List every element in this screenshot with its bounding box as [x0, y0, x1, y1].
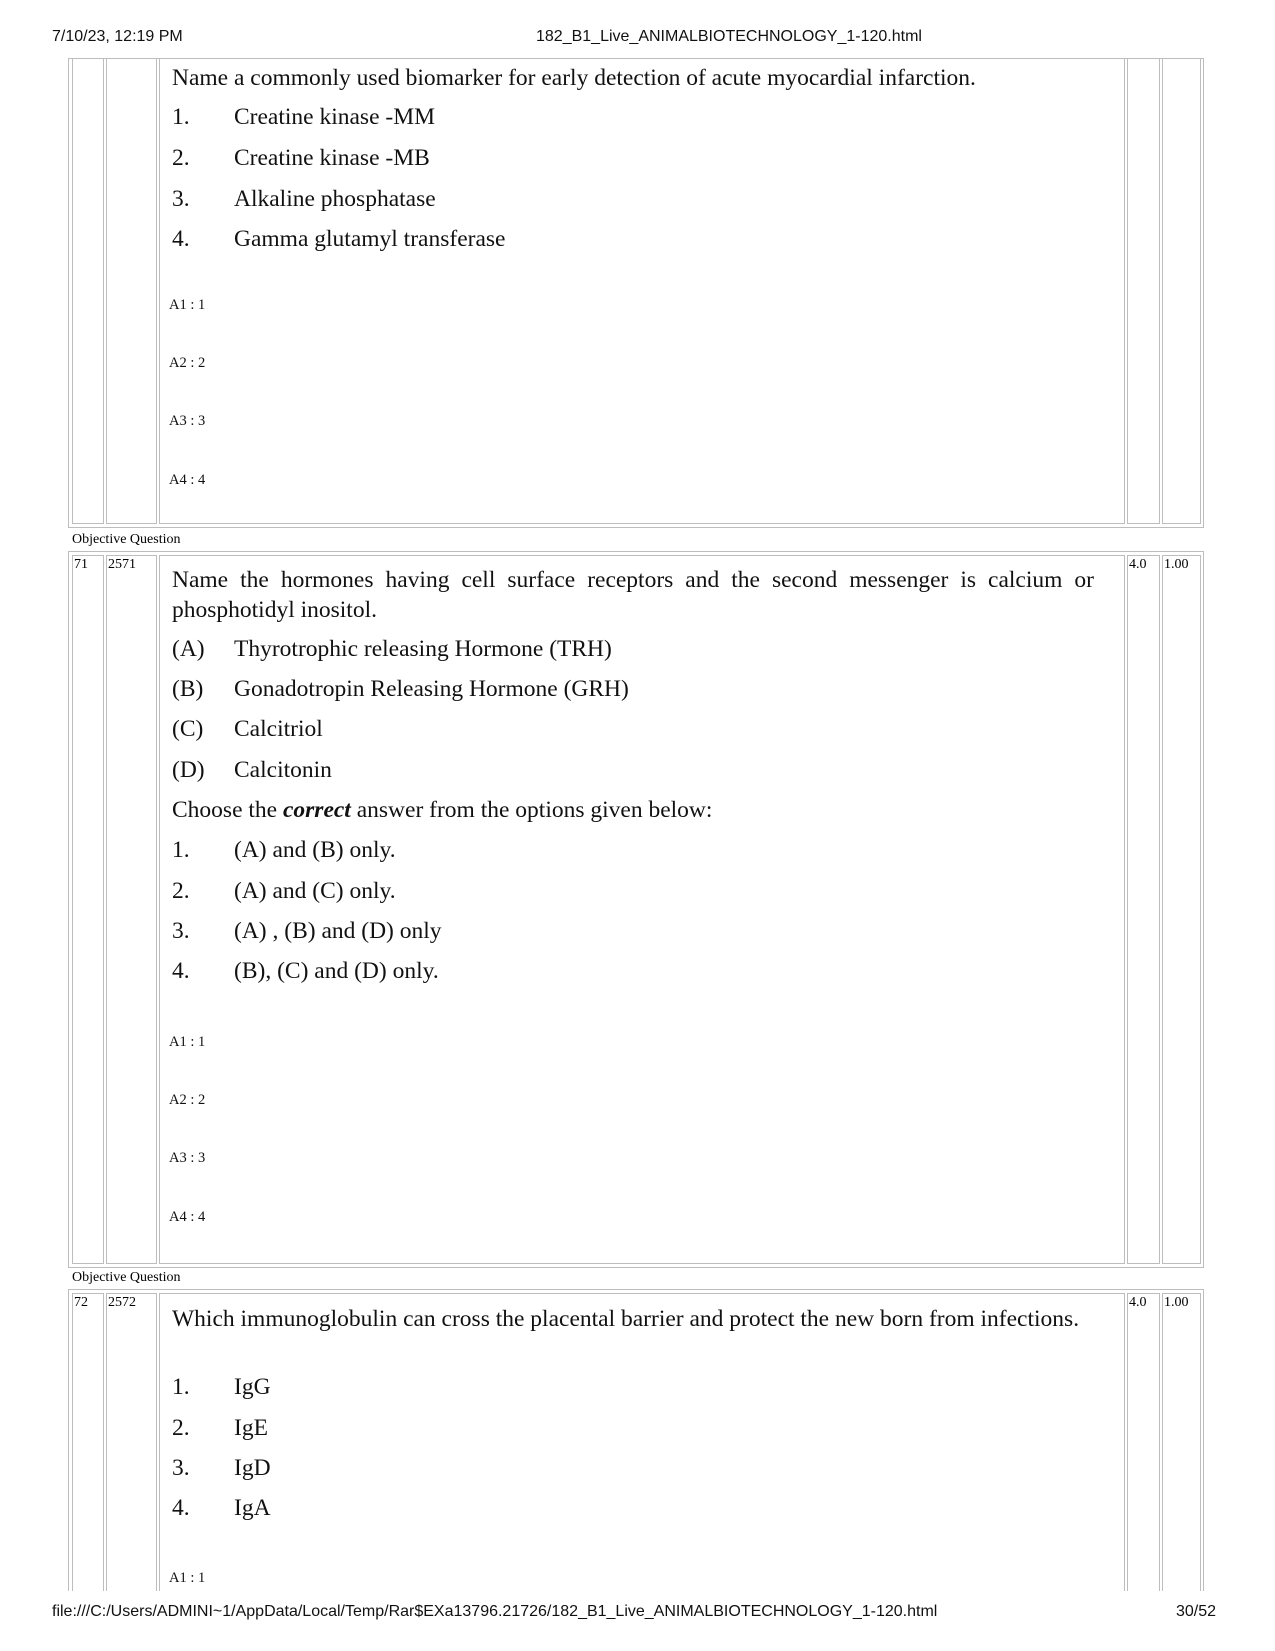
marks-cell: [1127, 555, 1160, 1264]
marks-cell: [1127, 1293, 1160, 1591]
question-71-text: Name the hormones having cell surface receptors and the second messenger is calcium or phosphotidyl inositol.: [172, 567, 1094, 623]
print-datetime: 7/10/23, 12:19 PM: [52, 28, 183, 45]
answer-key: A2 : 2: [169, 355, 206, 371]
question-71-instruction: Choose the correct answer from the options given below:: [172, 797, 713, 823]
sno-cell: [72, 1293, 104, 1591]
print-page-number: 30/52: [1176, 1603, 1217, 1620]
question-70-option: 1. Creatine kinase -MM: [172, 104, 436, 130]
question-71-option: 4. (B), (C) and (D) only.: [172, 958, 439, 984]
question-71-statement: (C) Calcitriol: [172, 716, 323, 742]
qid-cell: [106, 1293, 157, 1591]
question-type-label: Objective Question: [72, 532, 181, 547]
question-72-option: 3. IgD: [172, 1455, 271, 1481]
sno-cell: [72, 58, 104, 524]
question-id: 2571: [108, 557, 136, 572]
answer-key: A3 : 3: [169, 413, 206, 429]
sno-cell: [72, 555, 104, 1264]
marks-cell: [1127, 58, 1160, 524]
answer-key: A2 : 2: [169, 1092, 206, 1108]
question-72-text: Which immunoglobulin can cross the placental barrier and protect the new born from infections.: [172, 1306, 1080, 1332]
question-71-statement: (A) Thyrotrophic releasing Hormone (TRH): [172, 636, 612, 662]
marks-value: 4.0: [1129, 1295, 1147, 1310]
print-file-path: file:///C:/Users/ADMINI~1/AppData/Local/Temp/Rar$EXa13796.21726/182_B1_Live_ANIMALBIOTECHNOLOGY_1-120.html: [52, 1603, 938, 1620]
question-72-option: 1. IgG: [172, 1374, 271, 1400]
question-70-option: 3. Alkaline phosphatase: [172, 186, 436, 212]
negative-marks-cell: [1162, 58, 1201, 524]
negative-marks-value: 1.00: [1164, 1295, 1189, 1310]
question-72-option: 2. IgE: [172, 1415, 268, 1441]
question-cell: [159, 1293, 1125, 1591]
answer-key: A1 : 1: [169, 297, 206, 313]
question-72-option: 4. IgA: [172, 1495, 271, 1521]
negative-marks-value: 1.00: [1164, 557, 1189, 572]
serial-number: 71: [74, 557, 88, 572]
question-71-option: 1. (A) and (B) only.: [172, 837, 396, 863]
question-71-option: 2. (A) and (C) only.: [172, 878, 396, 904]
negative-marks-cell: [1162, 555, 1201, 1264]
question-70-option: 2. Creatine kinase -MB: [172, 145, 430, 171]
question-70-option: 4. Gamma glutamyl transferase: [172, 226, 506, 252]
answer-key: A4 : 4: [169, 1209, 206, 1225]
question-71-statement: (D) Calcitonin: [172, 757, 332, 783]
answer-key: A3 : 3: [169, 1150, 206, 1166]
question-71-statement: (B) Gonadotropin Releasing Hormone (GRH): [172, 676, 629, 702]
print-title: 182_B1_Live_ANIMALBIOTECHNOLOGY_1-120.html: [536, 28, 922, 45]
negative-marks-cell: [1162, 1293, 1201, 1591]
answer-key: A1 : 1: [169, 1570, 206, 1586]
question-id: 2572: [108, 1295, 136, 1310]
qid-cell: [106, 58, 157, 524]
qid-cell: [106, 555, 157, 1264]
question-type-label: Objective Question: [72, 1270, 181, 1285]
marks-value: 4.0: [1129, 557, 1147, 572]
question-71-option: 3. (A) , (B) and (D) only: [172, 918, 442, 944]
answer-key: A1 : 1: [169, 1034, 206, 1050]
question-70-text: Name a commonly used biomarker for early detection of acute myocardial infarction.: [172, 65, 976, 91]
answer-key: A4 : 4: [169, 472, 206, 488]
serial-number: 72: [74, 1295, 88, 1310]
